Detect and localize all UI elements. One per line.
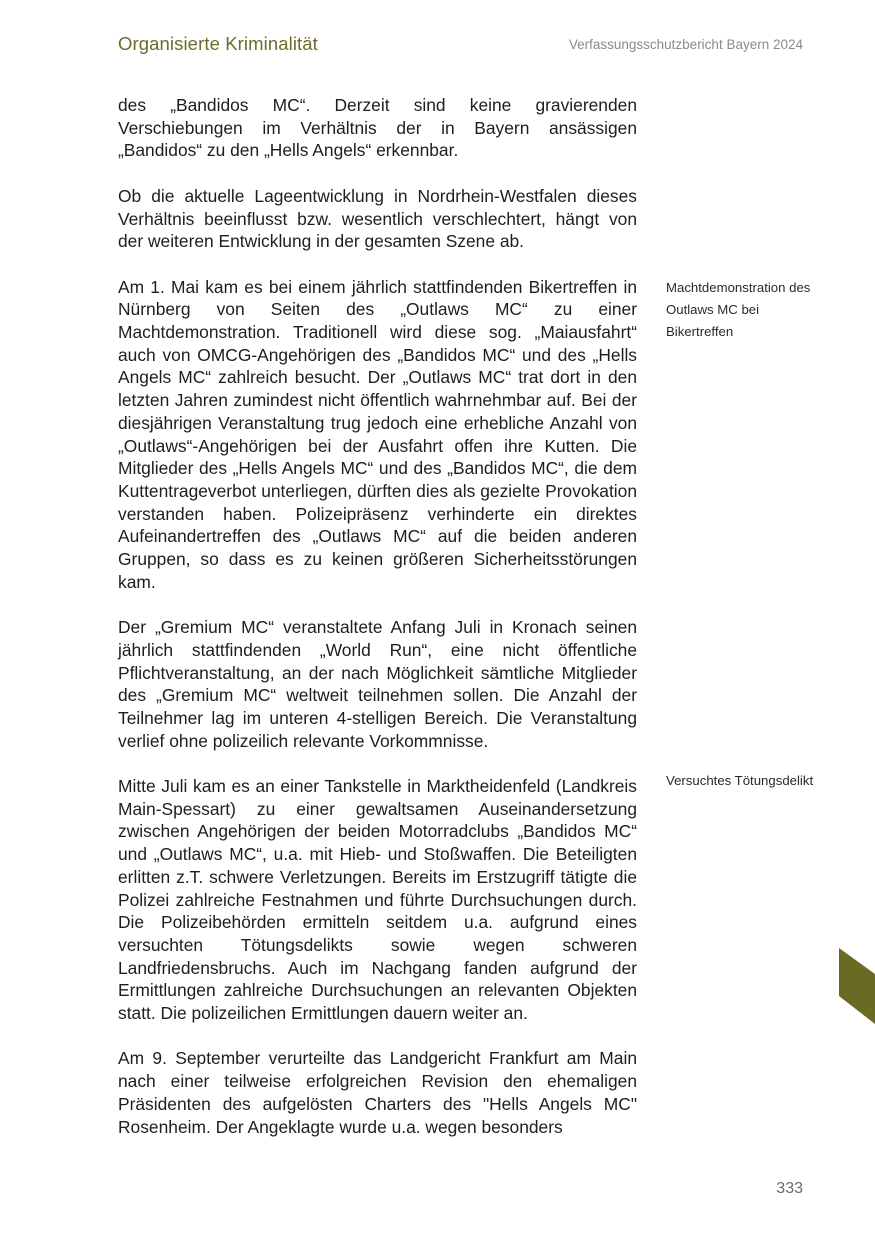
paragraph: Mitte Juli kam es an einer Tankstelle in Marktheidenfeld (Landkreis Main-Spessart) zu einer gewaltsamen Auseinandersetzung zwischen Angehörigen der beiden Motorradclubs „Bandidos MC“ und „Outlaws MC“, u.a. mit Hieb- und Stoßwaffen. Die Beteiligten erlitten z.T. schwere Verletzungen. Bereits im Erstzugriff tätigte die Polizei zahlreiche Festnahmen und führte Durchsuchungen durch. Die Polizeibehörden ermitteln seitdem u.a. aufgrund eines versuchten Tötungsdelikts sowie wegen schweren Landfriedensbruchs. Auch im Nachgang fanden aufgrund der Ermittlungen zahlreiche Durchsuchungen an relevanten Objekten statt. Die polizeilichen Ermittlungen dauern weiter an. [118, 776, 637, 1024]
margin-note-toetungsdelikt: Versuchtes Tötungsdelikt [666, 773, 814, 788]
body-text [118, 94, 637, 1161]
page-number: 333 [776, 1180, 803, 1197]
paragraph: des „Bandidos MC“. Derzeit sind keine gravierenden Verschiebungen im Verhältnis der in Bayern ansässigen „Bandidos“ zu den „Hells Angels“ erkennbar. [118, 95, 637, 161]
paragraph: Am 1. Mai kam es bei einem jährlich stattfindenden Bikertreffen in Nürnberg von Seiten des „Outlaws MC“ zu einer Machtdemonstration. Traditionell wird diese sog. „Maiausfahrt“ auch von OMCG-Angehörigen des „Bandidos MC“ und des „Hells Angels MC“ zahlreich besucht. Der „Outlaws MC“ trat dort in den letzten Jahren zumindest nicht öffentlich wahrnehmbar auf. Bei der diesjährigen Veranstaltung trug jedoch eine erhebliche Anzahl von „Outlaws“-Angehörigen bei der Ausfahrt offen ihre Kutten. Die Mitglieder des „Hells Angels MC“ und des „Bandidos MC“, die dem Kuttentrageverbot unterliegen, dürften dies als gezielte Provokation verstanden haben. Polizeipräsenz verhinderte ein direktes Aufeinandertreffen des „Outlaws MC“ auf die beiden anderen Gruppen, so dass es zu keinen größeren Sicherheitsstörungen kam. [118, 276, 637, 592]
paragraph: Ob die aktuelle Lageentwicklung in Nordrhein-Westfalen dieses Verhältnis beeinflusst bzw. wesentlich verschlechtert, hängt von der weiteren Entwicklung in der gesamten Szene ab. [118, 185, 637, 252]
report-title: Verfassungsschutzbericht Bayern 2024 [568, 37, 803, 52]
thumb-tab-shape [839, 948, 875, 1024]
paragraph: Am 9. September verurteilte das Landgericht Frankfurt am Main nach einer teilweise erfolgreichen Revision den ehemaligen Präsidenten des aufgelösten Charters des "Hells Angels MC" Rosenheim. Der Angeklagte wurde u.a. wegen besonders [118, 1048, 637, 1137]
chapter-thumb-tab [839, 948, 875, 1024]
section-title: Organisierte Kriminalität [118, 33, 318, 54]
margin-note-outlaws: Machtdemonstration des Outlaws MC bei Bikertreffen [666, 280, 811, 339]
paragraph: Der „Gremium MC“ veranstaltete Anfang Juli in Kronach seinen jährlich stattfindenden „World Run“, eine nicht öffentliche Pflichtveranstaltung, an der nach Möglichkeit sämtliche Mitglieder des „Gremium MC“ weltweit teilnehmen sollen. Die Anzahl der Teilnehmer lag im unteren 4-stelligen Bereich. Die Veranstaltung verlief ohne polizeilich relevante Vorkommnisse. [118, 617, 637, 751]
